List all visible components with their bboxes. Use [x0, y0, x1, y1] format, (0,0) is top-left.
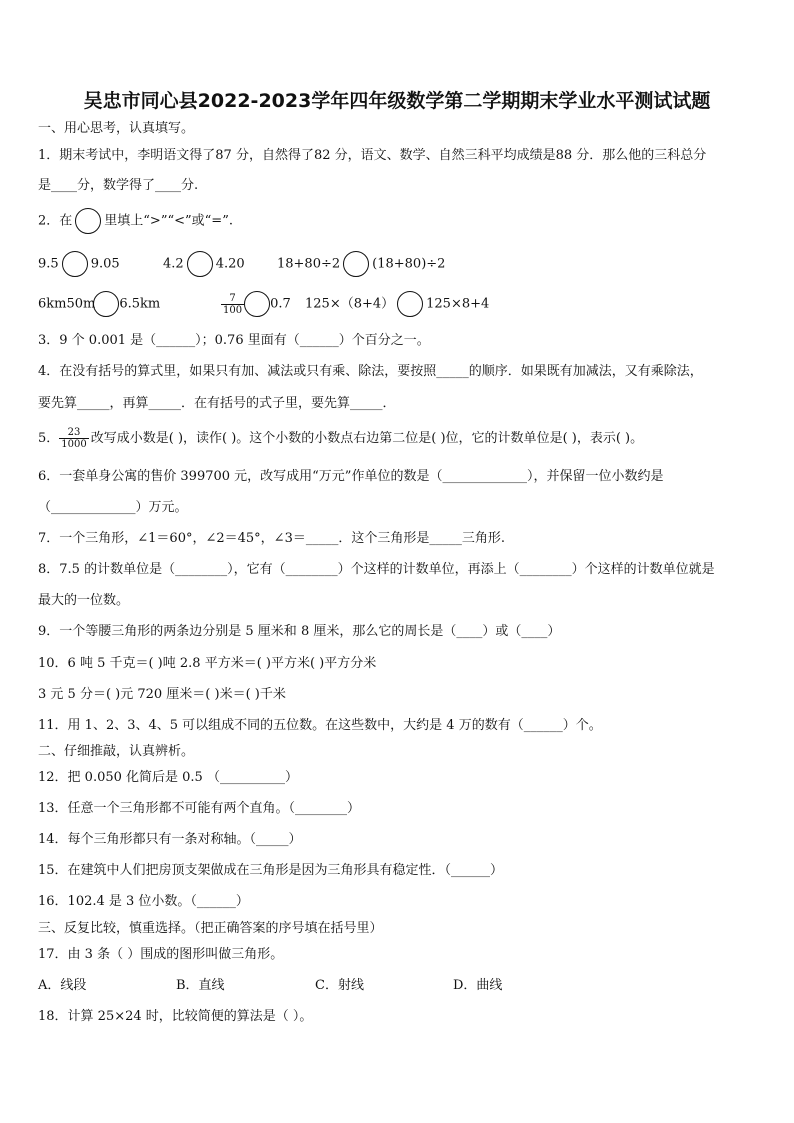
- compare-4.2: [163, 251, 245, 278]
- option-a[interactable]: A．线段: [38, 978, 87, 993]
- fraction: [221, 293, 244, 316]
- question-12: 12．把 0.050 化简后是 0.5 （__________）: [38, 770, 298, 785]
- question-1-line-1: 1．期末考试中，李明语文得了87 分，自然得了82 分，语文、数学、自然三科平均成绩是88 分．那么他的三科总分: [38, 148, 707, 163]
- answer-circle[interactable]: [93, 291, 119, 317]
- compare-125: [305, 291, 489, 318]
- question-4-line-1: 4．在没有括号的算式里，如果只有加、减法或只有乘、除法，要按照_____的顺序．如果既有加减法，又有乘除法，: [38, 364, 703, 379]
- question-10-line-1: 10．6 吨 5 千克＝( )吨 2.8 平方米＝( )平方米( )平方分米: [38, 656, 377, 671]
- question-7: 7．一个三角形，∠1＝60°，∠2＝45°，∠3＝_____．这个三角形是_____三角形.: [38, 531, 505, 546]
- compare-right: (18+80)÷2: [372, 256, 446, 272]
- compare-left: 18+80÷2: [277, 256, 341, 272]
- question-14: 14．每个三角形都只有一条对称轴。（_____）: [38, 832, 302, 847]
- compare-left: 6km50m: [38, 296, 96, 312]
- question-4-line-2: 要先算_____，再算_____．在有括号的式子里，要先算_____．: [38, 396, 396, 411]
- question-13: 13．任意一个三角形都不可能有两个直角。（________）: [38, 801, 361, 816]
- compare-right: 6.5km: [119, 296, 161, 312]
- answer-circle[interactable]: [244, 291, 270, 317]
- compare-right: 4.20: [215, 256, 245, 272]
- question-1-line-2: 是____分，数学得了____分.: [38, 178, 199, 193]
- question-9: 9．一个等腰三角形的两条边分别是 5 厘米和 8 厘米，那么它的周长是（____）或（____）: [38, 624, 561, 639]
- question-15: 15．在建筑中人们把房顶支架做成在三角形是因为三角形具有稳定性．（______）: [38, 863, 504, 878]
- question-18: 18．计算 25×24 时，比较简便的算法是（ ）。: [38, 1009, 313, 1024]
- question-10-line-2: 3 元 5 分＝( )元 720 厘米＝( )米＝( )千米: [38, 687, 286, 702]
- compare-right: 125×8+4: [426, 296, 490, 312]
- question-6-line-1: 6．一套单身公寓的售价 399700 元，改写成用“万元”作单位的数是（_____________），并保留一位小数约是: [38, 469, 664, 484]
- question-2: [38, 208, 233, 235]
- fraction-numerator: 23: [59, 427, 88, 439]
- question-8-line-1: 8．7.5 的计数单位是（________），它有（________）个这样的计数单位，再添上（________）个这样的计数单位就是: [38, 562, 715, 577]
- section-2-heading: 二、仔细推敲，认真辨析。: [38, 744, 195, 759]
- option-d[interactable]: D．曲线: [453, 978, 503, 993]
- compare-left: 125×（8+4）: [305, 296, 395, 312]
- answer-circle[interactable]: [343, 251, 369, 277]
- fraction-numerator: 7: [221, 293, 244, 305]
- compare-fraction: [221, 291, 291, 318]
- fraction-denominator: 100: [223, 304, 243, 316]
- question-5-prefix: 5．: [38, 431, 60, 446]
- answer-circle[interactable]: [187, 251, 213, 277]
- compare-6km50m: [38, 291, 160, 318]
- question-6-line-2: （_____________）万元。: [38, 500, 188, 515]
- option-b[interactable]: B．直线: [176, 978, 225, 993]
- option-c[interactable]: C．射线: [315, 978, 364, 993]
- question-2-suffix: 里填上“>”“<”或“=”.: [104, 213, 233, 229]
- section-3-heading: 三、反复比较，慎重选择。（把正确答案的序号填在括号里）: [38, 921, 383, 936]
- question-17: 17．由 3 条（ ）围成的图形叫做三角形。: [38, 947, 284, 962]
- fraction: [59, 427, 88, 450]
- compare-right: 0.7: [270, 296, 291, 312]
- compare-left: 4.2: [163, 256, 184, 272]
- compare-18+80: [277, 251, 445, 278]
- page-title: 吴忠市同心县2022-2023学年四年级数学第二学期期末学业水平测试试题: [83, 90, 711, 112]
- section-1-heading: 一、用心思考，认真填写。: [38, 121, 195, 136]
- question-5-text: 改写成小数是( )，读作( )。这个小数的小数点右边第二位是( )位，它的计数单位是( )，表示( )。: [90, 431, 644, 446]
- compare-9.5: [38, 251, 120, 278]
- question-8-line-2: 最大的一位数。: [38, 593, 130, 608]
- question-2-prefix: 2．在: [38, 213, 73, 229]
- compare-right: 9.05: [90, 256, 120, 272]
- fraction-denominator: 1000: [61, 439, 87, 450]
- answer-circle[interactable]: [75, 208, 101, 234]
- question-3: 3．9 个 0.001 是（______）；0.76 里面有（______）个百分之一。: [38, 333, 430, 348]
- question-11: 11．用 1、2、3、4、5 可以组成不同的五位数。在这些数中，大约是 4 万的数有（______）个。: [38, 718, 602, 733]
- answer-circle[interactable]: [397, 291, 423, 317]
- answer-circle[interactable]: [62, 251, 88, 277]
- compare-left: 9.5: [38, 256, 59, 272]
- question-16: 16．102.4 是 3 位小数。（______）: [38, 894, 249, 909]
- question-5: [38, 426, 643, 452]
